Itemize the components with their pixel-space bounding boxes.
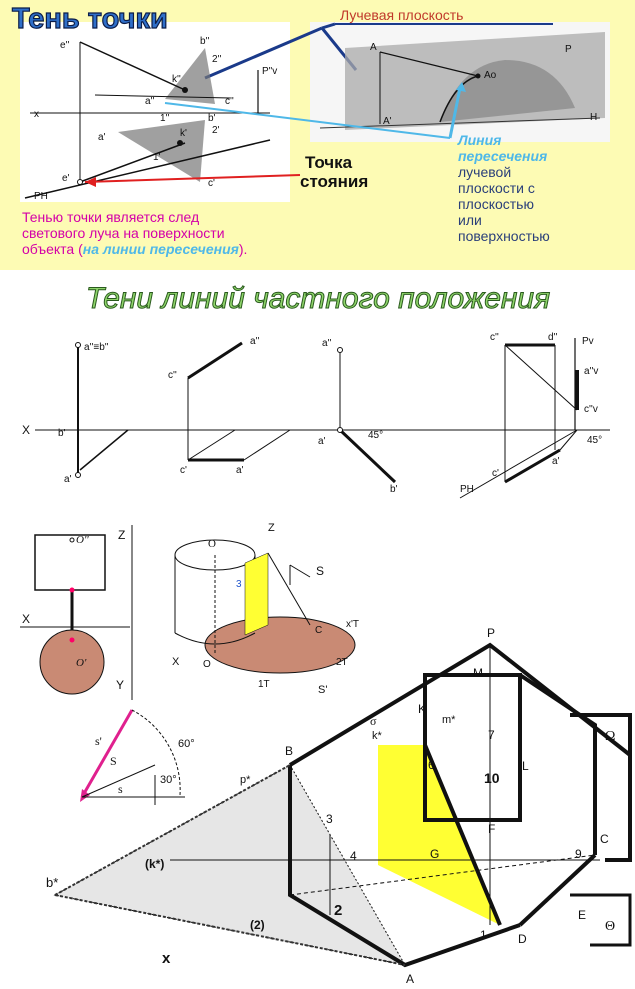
g1-a-label: a' [64, 474, 72, 485]
label-2-2: 2'' [212, 54, 222, 65]
point-shadow-diagram [0, 0, 635, 270]
label-L: L [522, 759, 529, 773]
line-shadows-diagram [0, 270, 635, 515]
g3-a2-label: a'' [322, 338, 332, 349]
label-e2: e'' [60, 40, 70, 51]
label-K: K [418, 702, 427, 716]
intersection-rest-3: плоскостью [458, 196, 534, 212]
label-c1: c' [208, 178, 215, 189]
label-o2: O'' [76, 534, 89, 546]
point-ao [476, 74, 481, 79]
label-n10: 10 [484, 770, 500, 786]
cyl-s-label: S [316, 564, 325, 578]
g4-pv-label: Pv [582, 336, 594, 347]
label-A: A [406, 972, 415, 986]
statement-line3 [22, 241, 247, 257]
label-theta: Θ [605, 919, 616, 934]
label-b-star: b* [46, 875, 59, 890]
panel-point-shadow [0, 0, 635, 270]
intersection-title2: пересечения [458, 148, 548, 164]
label-omega: Ω [605, 729, 616, 744]
g2-a1-label: a' [236, 465, 244, 476]
label-y: Y [116, 678, 125, 692]
g2-c1-label: c' [180, 465, 187, 476]
label-c2: c'' [225, 96, 234, 107]
g4-av-label: a''v [584, 366, 599, 377]
g4-c2-label: c'' [490, 332, 499, 343]
stand-point-line2: стояния [300, 172, 369, 191]
label-k2: k'' [172, 74, 181, 85]
label-2-1: 2' [212, 125, 220, 136]
light-ray-sprime [82, 710, 132, 797]
intersection-rest-1: лучевой [458, 164, 512, 180]
g3-a1-label: a' [318, 436, 326, 447]
g4-angle-label: 45° [587, 435, 603, 446]
label-a1: a' [98, 132, 106, 143]
label-a2: a'' [145, 96, 155, 107]
label-M: M [473, 666, 483, 680]
label-s-prime: s' [95, 734, 102, 748]
point-o2-base [70, 588, 75, 593]
label-m-star: m* [442, 714, 456, 726]
label-P: P [487, 626, 496, 640]
g4-shadow-link [560, 430, 577, 450]
label-s-small: s [118, 782, 123, 796]
label-n6: 6 [428, 758, 435, 772]
stand-point-line1: Точка [305, 153, 353, 172]
label-e1: e' [62, 173, 70, 184]
cyl-o-label: O [208, 538, 216, 550]
label-xmark: x [162, 950, 171, 967]
intersection-rest-5: поверхностью [458, 228, 550, 244]
label-o1: O' [76, 657, 87, 669]
cyl-shadow [205, 617, 355, 673]
g1-point-a [76, 473, 81, 478]
panel-line-shadows [0, 270, 635, 515]
g2-shadow-2 [244, 430, 290, 460]
label-sigma: σ [370, 714, 377, 728]
g1-top-label: a''≡b'' [84, 342, 109, 353]
label-angle60: 60° [178, 738, 195, 750]
cyl-s-arrow [290, 565, 310, 577]
label-b2: b'' [200, 36, 210, 47]
g2-shadow-1 [188, 430, 235, 460]
g4-c1-label: c' [492, 468, 499, 479]
label-s-cap: S [110, 754, 117, 768]
cyl-2-label: 2T [336, 657, 348, 668]
cube-side [520, 675, 595, 855]
g4-cv-label: c''v [584, 404, 598, 415]
cyl-x-label: X [172, 656, 180, 668]
label-E: E [578, 908, 587, 922]
g1-point-top [76, 343, 81, 348]
label-b1: b' [208, 113, 216, 124]
label-1-1: 1' [153, 152, 161, 163]
label-n9: 9 [575, 847, 582, 861]
label-two-paren: (2) [250, 918, 265, 932]
label-C: C [600, 832, 609, 846]
cyl-ray [268, 553, 310, 625]
intersection-title1: Линия [458, 132, 502, 148]
label-n7: 7 [488, 728, 495, 742]
g2-a2-label: a'' [250, 336, 260, 347]
label-x: X [22, 612, 31, 626]
label-F: F [488, 822, 496, 836]
statement-part4: ). [238, 241, 248, 257]
g3-angle-label: 45° [368, 430, 384, 441]
g2-c2-label: c'' [168, 370, 177, 381]
ray-plane-label: Лучевая плоскость [340, 7, 464, 23]
point-o1-top [70, 638, 75, 643]
label-P: P [565, 44, 572, 55]
label-H: H [590, 112, 598, 123]
label-n1: 1 [480, 928, 487, 942]
cyl-3-label: 3 [236, 579, 242, 590]
label-p-star: p* [240, 774, 251, 786]
label-G: G [430, 847, 440, 861]
statement-line1: Тенью точки является след [22, 209, 200, 225]
yellow-shadow-face [378, 745, 500, 925]
label-A1: A' [383, 116, 392, 127]
g4-ray-1 [505, 345, 577, 410]
label-1-2: 1'' [160, 113, 170, 124]
cyl-c-label: C [315, 625, 323, 636]
cyl-x1-label: x'T [346, 619, 360, 630]
cyl-o0-label: O [203, 659, 211, 670]
axis-x-label: x [34, 109, 39, 120]
cyl-1-label: 1T [258, 679, 270, 690]
panel2-title: Тени линий частного положения [85, 282, 551, 315]
statement-line2: светового луча на поверхности [22, 225, 225, 241]
label-n2: 2 [334, 902, 343, 919]
label-n4: 4 [350, 849, 357, 863]
label-D: D [518, 932, 527, 946]
g4-d2-label: d'' [548, 332, 558, 343]
panel-solid-shadows [0, 515, 635, 989]
axis-x-2-label: X [22, 423, 31, 437]
g4-ph-label: PH [460, 484, 474, 495]
g3-point-top [338, 348, 343, 353]
cyl-sprime-label: S' [318, 684, 328, 696]
point-k1 [177, 140, 183, 146]
g3-b-label: b' [390, 484, 398, 495]
label-n3: 3 [326, 812, 333, 826]
cyl-z-label: Z [268, 522, 275, 534]
intersection-rest-2: плоскости с [458, 180, 535, 196]
label-pv: P"v [262, 66, 278, 77]
label-k1: k' [180, 128, 187, 139]
g1-shadow [80, 430, 128, 470]
g4-a1-label: a' [552, 456, 560, 467]
label-k-star: k* [372, 730, 382, 742]
label-angle30: 30° [160, 774, 177, 786]
panel1-title: Тень точки [12, 3, 168, 35]
g3-point-a [338, 428, 343, 433]
point-o2 [70, 538, 74, 542]
label-Ao: Ao [484, 70, 497, 81]
intersection-rest-4: или [458, 212, 482, 228]
statement-emph: на линии пересечения [82, 241, 239, 257]
g2-front-line [188, 343, 242, 378]
label-A: A [370, 42, 377, 53]
label-ph: PH [34, 191, 48, 202]
solid-shadows-diagram [0, 515, 635, 989]
label-z: Z [118, 528, 126, 542]
label-k-tilde: (k*) [145, 857, 165, 871]
cylinder-front-view [35, 535, 105, 590]
point-e1 [78, 180, 83, 185]
statement-part3: объекта ( [22, 241, 83, 257]
cyl-shadow-band [245, 553, 268, 635]
g1-b-label: b' [58, 428, 66, 439]
point-k2 [182, 87, 188, 93]
label-B: B [285, 744, 294, 758]
